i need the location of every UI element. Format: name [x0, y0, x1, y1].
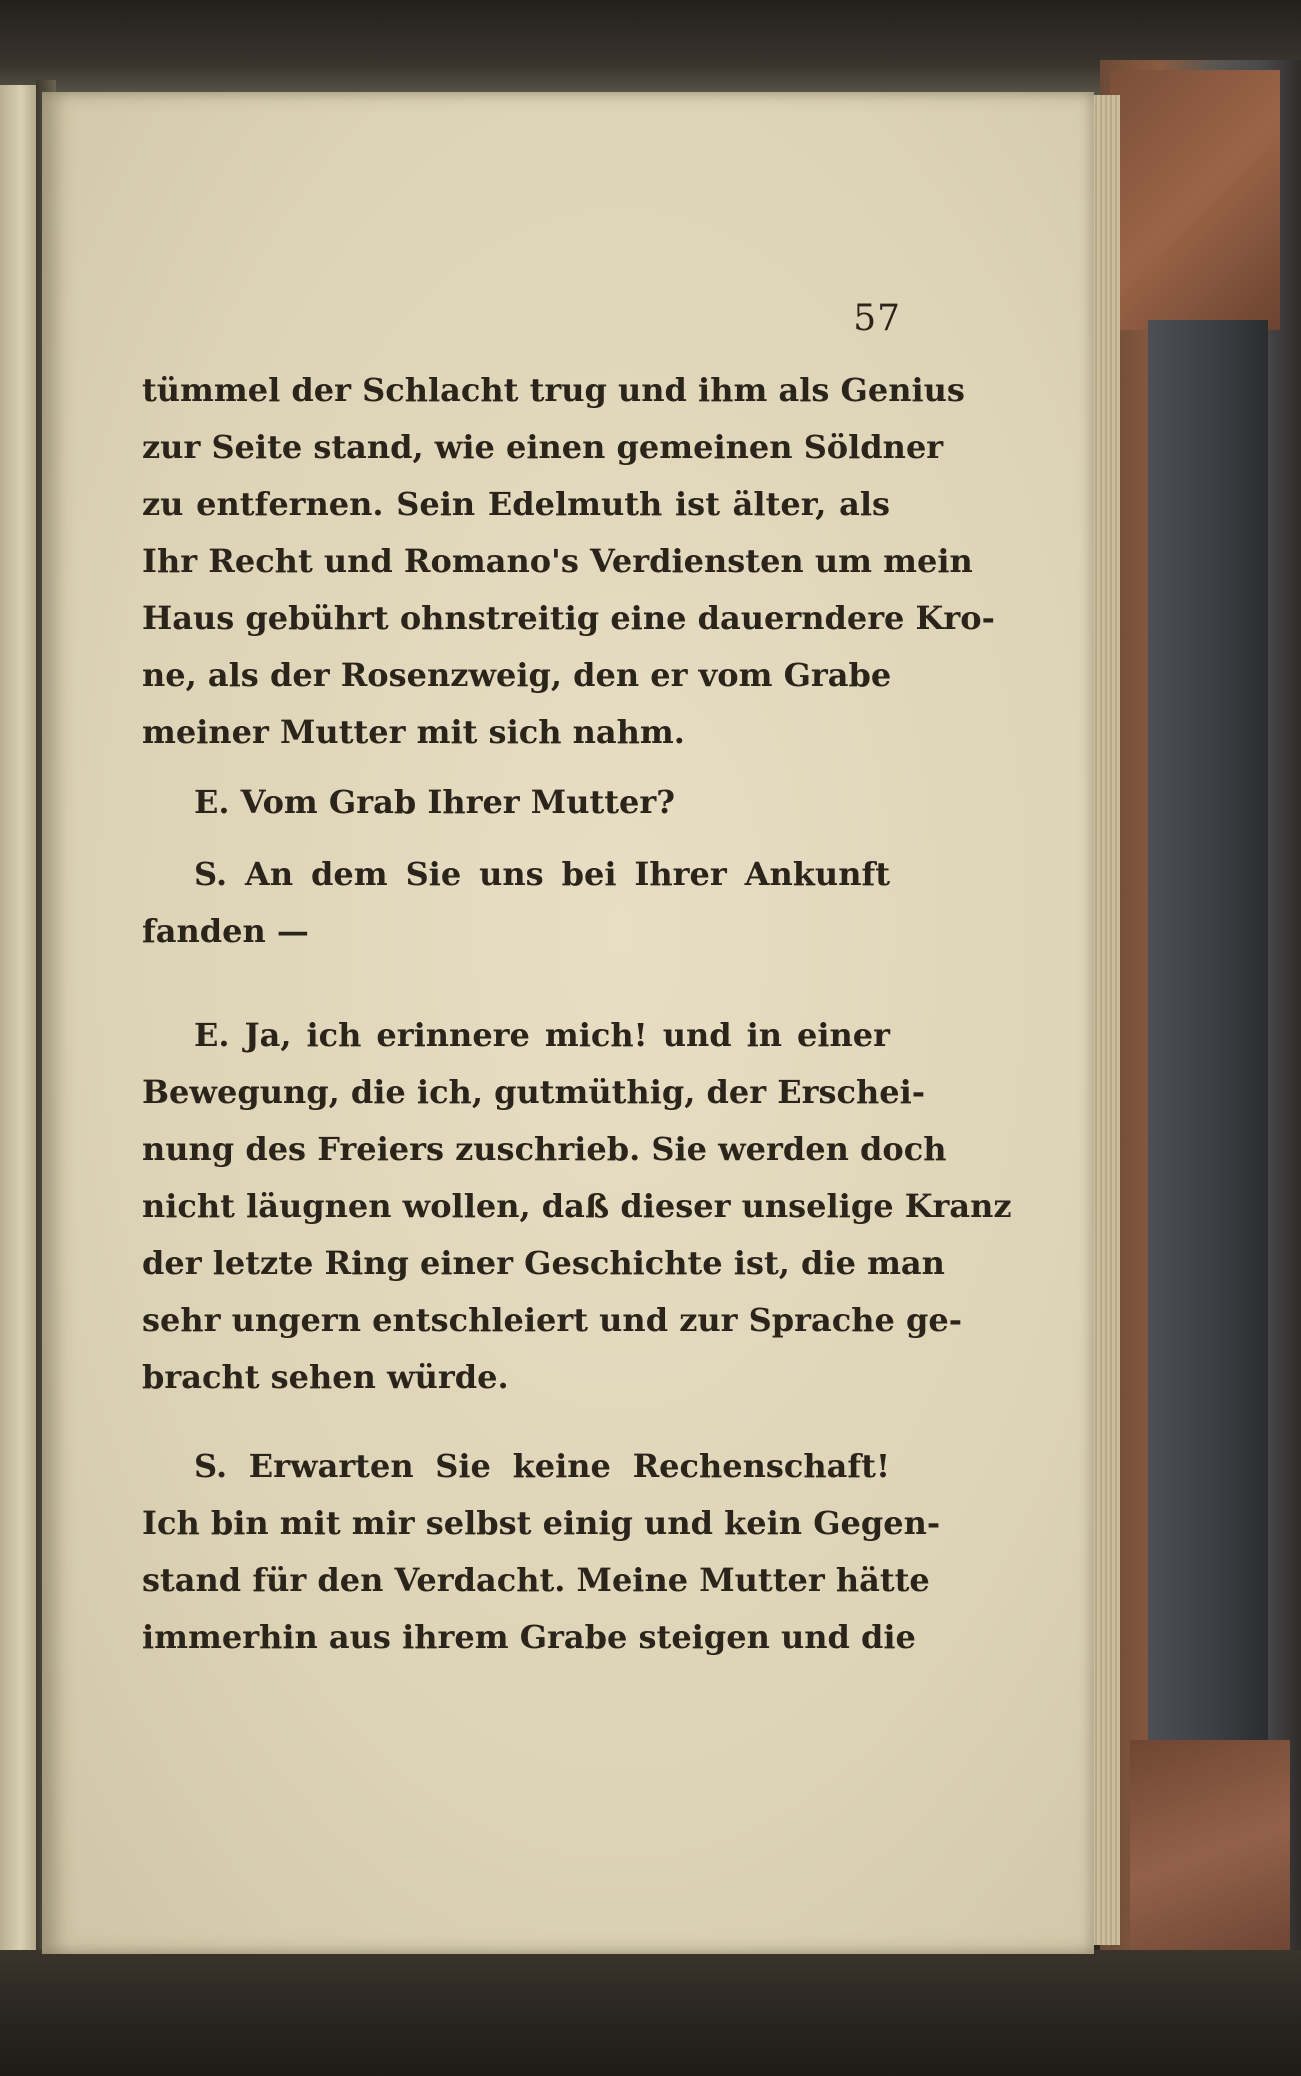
text-line: fanden — [142, 912, 309, 950]
dialogue-line: E. Ja, ich erinnere mich! und in einer [194, 1016, 890, 1054]
text-line: Ihr Recht und Romano's Verdiensten um mein [142, 542, 973, 580]
text-line: der letzte Ring einer Geschichte ist, die man [142, 1244, 945, 1282]
dialogue-line: S. An dem Sie uns bei Ihrer Ankunft [194, 855, 890, 893]
text-line: Haus gebührt ohnstreitig eine dauerndere Kro- [142, 599, 995, 637]
bottom-shadow [0, 1950, 1301, 2076]
cover-board [1148, 320, 1268, 1740]
text-line: bracht sehen würde. [142, 1358, 509, 1396]
leather-corner-top [1110, 70, 1280, 330]
text-line: sehr ungern entschleiert und zur Sprache ge- [142, 1301, 962, 1339]
text-line: tümmel der Schlacht trug und ihm als Genius [142, 371, 965, 409]
dialogue-line: E. Vom Grab Ihrer Mutter? [194, 783, 676, 821]
text-line: stand für den Verdacht. Meine Mutter hätte [142, 1561, 930, 1599]
text-line: immerhin aus ihrem Grabe steigen und die [142, 1618, 916, 1656]
text-line: zur Seite stand, wie einen gemeinen Söldner [142, 428, 944, 466]
text-line: zu entfernen. Sein Edelmuth ist älter, als [142, 485, 890, 523]
text-line: Ich bin mit mir selbst einig und kein Gegen- [142, 1504, 941, 1542]
text-line: ne, als der Rosenzweig, den er vom Grabe [142, 656, 892, 694]
text-line: meiner Mutter mit sich nahm. [142, 713, 685, 751]
dialogue-line: S. Erwarten Sie keine Rechenschaft! [194, 1447, 890, 1485]
text-line: nung des Freiers zuschrieb. Sie werden doch [142, 1130, 947, 1168]
page-number: 57 [853, 298, 901, 339]
leather-corner-bottom [1130, 1740, 1290, 1965]
text-line: nicht läugnen wollen, daß dieser unselige Kranz [142, 1187, 1012, 1225]
text-line: Bewegung, die ich, gutmüthig, der Erschei- [142, 1073, 926, 1111]
